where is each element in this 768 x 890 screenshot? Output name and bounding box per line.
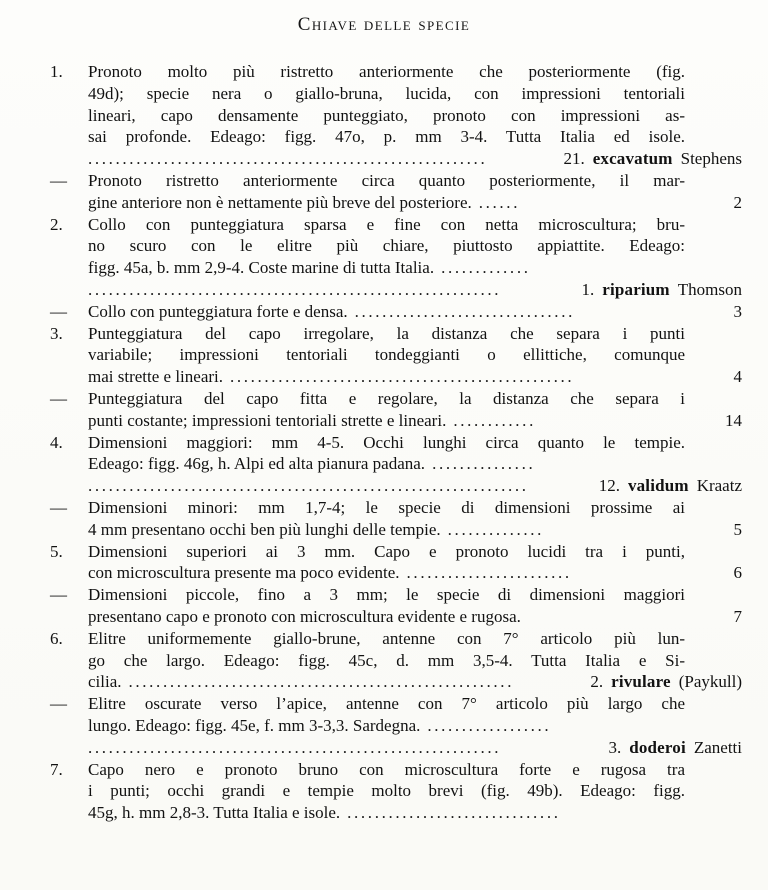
- species-group: [590, 671, 742, 693]
- line-text: Elitre uniformemente giallo-brune, antenne con 7° articolo più lun-: [88, 628, 685, 648]
- species-line: [88, 671, 742, 693]
- line-text: [88, 257, 685, 279]
- line-text-fragment: presentano capo e pronoto con microscultura evidente e rugosa.: [88, 606, 521, 626]
- leader-dots: ............: [453, 410, 536, 430]
- line-text-fragment: con microscultura presente ma poco evidente.: [88, 563, 400, 583]
- key-line: [50, 562, 742, 584]
- line-text: [88, 301, 685, 323]
- species-name: riparium: [602, 279, 670, 299]
- key-line: [50, 61, 742, 83]
- key-line: [50, 323, 742, 345]
- species-line: [88, 279, 742, 301]
- line-text-fragment: 45g, h. mm 2,8-3. Tutta Italia e isole.: [88, 803, 341, 823]
- species-name: rivulare: [611, 672, 671, 692]
- key-line: [50, 432, 742, 454]
- key-line: [50, 628, 742, 650]
- key-line: [50, 410, 742, 432]
- key-line: [50, 257, 742, 279]
- key-line: [50, 650, 742, 672]
- leader-dots: ..........................................................: [88, 149, 488, 169]
- ref-number: 2: [733, 192, 742, 212]
- line-text: [88, 562, 685, 584]
- species-name: excavatum: [592, 149, 673, 169]
- entry-marker: 4.: [50, 432, 63, 452]
- line-text: Dimensioni maggiori: mm 4-5. Occhi lunghi circa quanto le tempie.: [88, 432, 685, 452]
- species-author: Zanetti: [693, 737, 742, 757]
- line-text: Elitre oscurate verso l’apice, antenne con 7° articolo più largo che: [88, 694, 685, 714]
- species-line-left: [88, 279, 501, 301]
- key-line: [50, 170, 742, 192]
- line-text: variabile; impressioni tentoriali tondeggianti o ellittiche, comunque: [88, 345, 685, 365]
- key-line: [50, 671, 742, 693]
- line-text-fragment: mai strette e lineari.: [88, 367, 223, 387]
- leader-dots: ...............................: [347, 803, 561, 823]
- line-text-fragment: punti costante; impressioni tentoriali strette e lineari.: [88, 410, 447, 430]
- species-number: 2.: [590, 672, 604, 692]
- line-text: go che largo. Edeago: figg. 45c, d. mm 3,5-4. Tutta Italia e Si-: [88, 650, 685, 670]
- key-line: [50, 192, 742, 214]
- key-line: [50, 475, 742, 497]
- line-text: [88, 715, 685, 737]
- line-text: Punteggiatura del capo fitta e regolare, la distanza che separa i: [88, 388, 685, 408]
- entry-marker: 7.: [50, 759, 63, 779]
- line-text: [88, 192, 685, 214]
- key-line: [50, 780, 742, 802]
- species-author: Stephens: [680, 149, 742, 169]
- line-text: [88, 519, 685, 541]
- key-line: [50, 519, 742, 541]
- key-line: [50, 105, 742, 127]
- entry-marker: 2.: [50, 214, 63, 234]
- line-text: lineari, capo densamente punteggiato, pronoto con impressioni as-: [88, 105, 685, 125]
- species-author: (Paykull): [678, 672, 742, 692]
- line-text: 49d); specie nera o giallo-bruna, lucida, con impressioni tentoriali: [88, 83, 685, 103]
- line-text-fragment: lungo. Edeago: figg. 45e, f. mm 3-3,3. Sardegna.: [88, 715, 421, 735]
- key-line: [50, 759, 742, 781]
- species-group: [599, 475, 742, 497]
- line-text: [88, 366, 685, 388]
- entry-marker: —: [50, 301, 67, 321]
- key-line: [50, 693, 742, 715]
- leader-dots: ............................................................: [88, 737, 502, 757]
- line-text-fragment: Collo con punteggiatura forte e densa.: [88, 301, 348, 321]
- ref-number: 4: [733, 367, 742, 387]
- key-line: [50, 453, 742, 475]
- key-line: [50, 235, 742, 257]
- leader-dots: ........................: [406, 563, 572, 583]
- entry-marker: 3.: [50, 323, 63, 343]
- species-line-left: [88, 475, 529, 497]
- species-number: 1.: [581, 279, 595, 299]
- species-group: [582, 279, 742, 301]
- key-line: [50, 584, 742, 606]
- line-text-fragment: Edeago: figg. 46g, h. Alpi ed alta pianura padana.: [88, 454, 426, 474]
- species-author: Thomson: [677, 279, 742, 299]
- line-text: no scuro con le elitre più chiare, piuttosto appiattite. Edeago:: [88, 236, 685, 256]
- entry-marker: —: [50, 388, 67, 408]
- entry-marker: 6.: [50, 628, 63, 648]
- leader-dots: ...............: [432, 454, 536, 474]
- species-line: [88, 475, 742, 497]
- key-line: [50, 388, 742, 410]
- leader-dots: .............: [441, 258, 531, 278]
- species-line-left: [88, 737, 501, 759]
- ref-number: 5: [733, 519, 742, 539]
- species-line: [88, 148, 742, 170]
- key-line: [50, 148, 742, 170]
- key-line: [50, 606, 742, 628]
- line-text: [88, 606, 685, 628]
- leader-dots: ................................................................: [88, 476, 529, 496]
- key-line: [50, 541, 742, 563]
- key-line: [50, 279, 742, 301]
- key-line: [50, 344, 742, 366]
- species-name: validum: [627, 476, 689, 496]
- ref-number: 7: [733, 606, 742, 626]
- leader-dots: ......: [478, 192, 521, 212]
- line-text-fragment: 4 mm presentano occhi ben più lunghi delle tempie.: [88, 519, 441, 539]
- line-text: Pronoto molto più ristretto anteriormente che posteriormente (fig.: [88, 62, 685, 81]
- line-text: [88, 453, 685, 475]
- species-line-left: [88, 148, 487, 170]
- species-lead-text: cilia.: [88, 672, 122, 692]
- species-name: doderoi: [629, 737, 686, 757]
- species-number: 12.: [598, 476, 620, 496]
- key-entries: [50, 61, 742, 824]
- species-line: [88, 737, 742, 759]
- key-line: [50, 83, 742, 105]
- species-number: 21.: [563, 149, 585, 169]
- line-text: Punteggiatura del capo irregolare, la distanza che separa i punti: [88, 323, 685, 343]
- species-group: [608, 737, 742, 759]
- leader-dots: ............................................................: [88, 279, 502, 299]
- key-line: [50, 214, 742, 236]
- entry-marker: —: [50, 170, 67, 190]
- leader-dots: ........................................................: [128, 672, 515, 692]
- key-line: [50, 497, 742, 519]
- entry-marker: —: [50, 585, 67, 605]
- leader-dots: ..................: [427, 715, 552, 735]
- line-text: [88, 410, 685, 432]
- leader-dots: ................................: [354, 301, 575, 321]
- species-number: 3.: [608, 737, 622, 757]
- page-title: Chiave delle specie: [297, 14, 471, 35]
- leader-dots: ..................................................: [230, 367, 575, 387]
- line-text: i punti; occhi grandi e tempie molto brevi (fig. 49b). Edeago: figg.: [88, 781, 685, 801]
- species-author: Kraatz: [696, 476, 742, 496]
- ref-number: 6: [733, 563, 742, 583]
- key-line: [50, 737, 742, 759]
- key-line: [50, 715, 742, 737]
- line-text-fragment: figg. 45a, b. mm 2,9-4. Coste marine di tutta Italia.: [88, 258, 435, 278]
- key-line: [50, 126, 742, 148]
- species-group: [563, 148, 742, 170]
- key-line: [50, 802, 742, 824]
- entry-marker: —: [50, 694, 67, 714]
- line-text: [88, 802, 685, 824]
- line-text: Dimensioni piccole, fino a 3 mm; le specie di dimensioni maggiori: [88, 585, 685, 605]
- leader-dots: ..............: [447, 519, 545, 539]
- key-line: [50, 301, 742, 323]
- line-text: Pronoto ristretto anteriormente circa quanto posteriormente, il mar-: [88, 170, 685, 190]
- entry-marker: —: [50, 497, 67, 517]
- line-text-fragment: gine anteriore non è nettamente più breve del posteriore.: [88, 192, 472, 212]
- line-text: sai profonde. Edeago: figg. 47o, p. mm 3-4. Tutta Italia ed isole.: [88, 127, 685, 147]
- line-text: Capo nero e pronoto bruno con microscultura forte e rugosa tra: [88, 759, 685, 779]
- entry-marker: 1.: [50, 62, 63, 81]
- key-line: [50, 366, 742, 388]
- line-text: Collo con punteggiatura sparsa e fine con netta microscultura; bru-: [88, 214, 685, 234]
- line-text: Dimensioni minori: mm 1,7-4; le specie di dimensioni prossime ai: [88, 497, 685, 517]
- line-text: Dimensioni superiori ai 3 mm. Capo e pronoto lucidi tra i punti,: [88, 541, 685, 561]
- ref-number: 14: [725, 410, 742, 430]
- entry-marker: 5.: [50, 541, 63, 561]
- species-line-left: [88, 671, 514, 693]
- ref-number: 3: [733, 301, 742, 321]
